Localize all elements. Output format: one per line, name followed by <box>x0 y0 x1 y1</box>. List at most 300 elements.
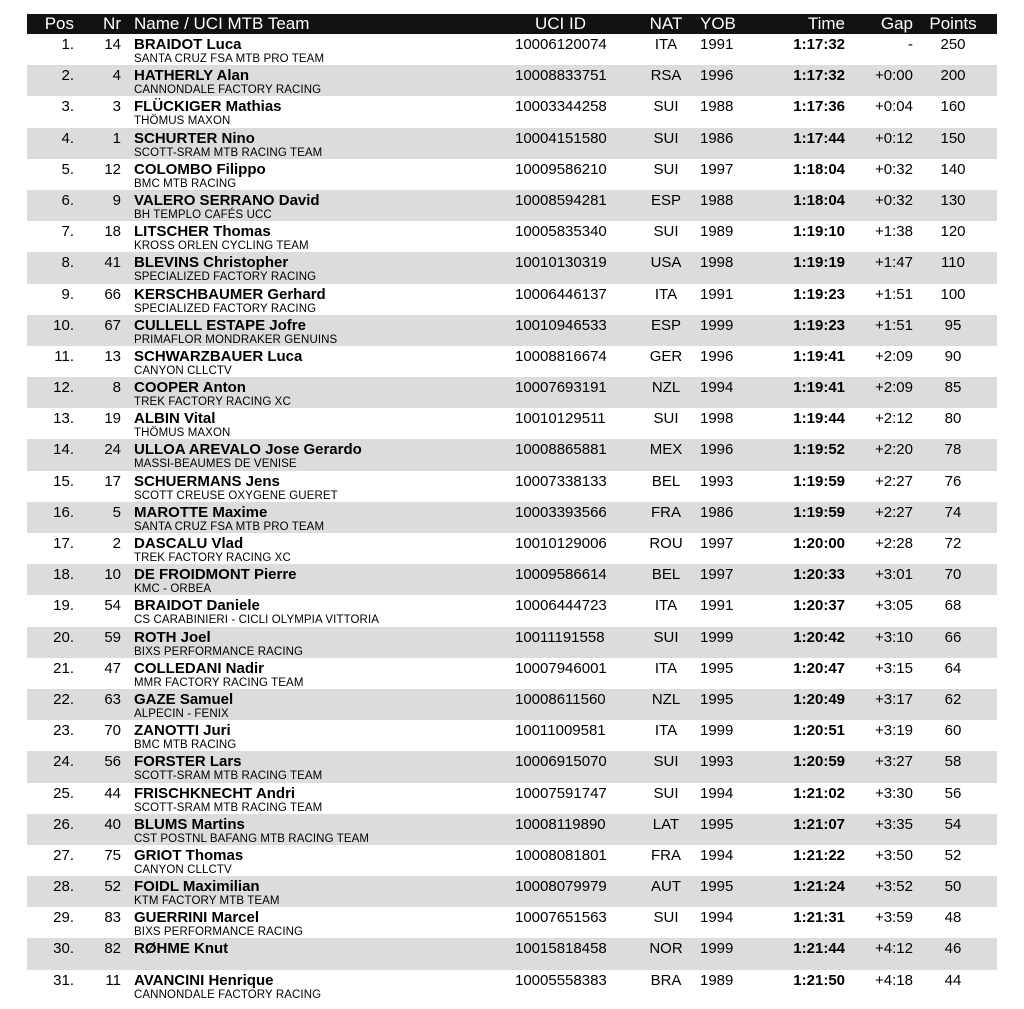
rider-year-of-birth: 1986 <box>700 503 734 521</box>
rider-team: CANYON CLLCTV <box>134 863 232 876</box>
rider-year-of-birth: 1996 <box>700 441 734 459</box>
rider-year-of-birth: 1995 <box>700 815 734 833</box>
rider-name: SCHUERMANS Jens <box>134 472 280 490</box>
rider-uci-id: 10008833751 <box>515 67 607 85</box>
rider-uci-id: 10015818458 <box>515 940 607 958</box>
rider-position: 19. <box>53 597 74 615</box>
rider-points: 72 <box>944 535 962 552</box>
rider-nationality: ESP <box>650 316 681 334</box>
rider-name: FLÜCKIGER Mathias <box>134 98 282 116</box>
rider-year-of-birth: 1997 <box>700 566 734 584</box>
rider-time: 1:20:33 <box>793 566 845 584</box>
rider-nationality: NOR <box>649 940 683 958</box>
rider-gap: +3:01 <box>875 566 913 584</box>
rider-team: SPECIALIZED FACTORY RACING <box>134 302 317 315</box>
rider-name: SCHURTER Nino <box>134 129 255 147</box>
rider-year-of-birth: 1989 <box>700 223 734 241</box>
header-gap: Gap <box>880 14 913 33</box>
table-header <box>27 14 997 34</box>
rider-points: 60 <box>944 722 962 740</box>
rider-number: 41 <box>104 254 121 272</box>
rider-time: 1:21:50 <box>793 971 845 989</box>
header-yob: YOB <box>700 14 736 33</box>
rider-gap: +3:17 <box>875 690 913 708</box>
rider-number: 75 <box>104 846 121 864</box>
rider-year-of-birth: 1999 <box>700 940 734 958</box>
rider-points: 70 <box>944 566 962 584</box>
rider-position: 23. <box>53 722 74 740</box>
rider-team: CST POSTNL BAFANG MTB RACING TEAM <box>134 832 370 845</box>
rider-year-of-birth: 1993 <box>700 472 734 490</box>
rider-number: 4 <box>112 67 121 85</box>
rider-time: 1:19:44 <box>793 410 845 428</box>
rider-year-of-birth: 1998 <box>700 410 734 428</box>
table-row <box>27 658 997 689</box>
rider-year-of-birth: 1997 <box>700 160 734 178</box>
rider-gap: +2:20 <box>875 441 913 459</box>
rider-gap: +0:04 <box>875 98 913 116</box>
rider-position: 4. <box>61 129 74 147</box>
rider-team: THÖMUS MAXON <box>134 115 231 128</box>
rider-nationality: ROU <box>649 535 683 552</box>
rider-position: 30. <box>53 940 74 958</box>
rider-nationality: SUI <box>653 410 679 428</box>
rider-number: 40 <box>104 815 121 833</box>
rider-uci-id: 10009586614 <box>515 566 607 584</box>
rider-time: 1:19:41 <box>793 379 845 397</box>
rider-team: SANTA CRUZ FSA MTB PRO TEAM <box>134 520 325 533</box>
rider-gap: +3:30 <box>875 784 913 802</box>
rider-time: 1:20:37 <box>793 597 845 615</box>
rider-number: 82 <box>104 940 121 958</box>
rider-points: 46 <box>944 940 962 958</box>
rider-nationality: SUI <box>653 129 679 147</box>
rider-position: 22. <box>53 690 74 708</box>
rider-time: 1:20:49 <box>793 690 845 708</box>
rider-uci-id: 10003393566 <box>515 503 607 521</box>
table-row <box>27 408 997 439</box>
rider-number: 19 <box>104 410 121 428</box>
header-points: Points <box>929 14 977 33</box>
rider-points: 52 <box>944 846 962 864</box>
rider-points: 58 <box>944 753 962 771</box>
rider-number: 14 <box>104 36 121 53</box>
rider-points: 95 <box>944 316 962 334</box>
rider-uci-id: 10008865881 <box>515 441 607 459</box>
rider-position: 13. <box>53 410 74 428</box>
rider-points: 66 <box>944 628 962 646</box>
rider-name: LITSCHER Thomas <box>134 223 271 241</box>
table-row <box>27 439 997 470</box>
rider-position: 6. <box>61 191 74 209</box>
rider-name: GRIOT Thomas <box>134 846 244 864</box>
rider-name: FRISCHKNECHT Andri <box>134 784 296 802</box>
rider-gap: +3:19 <box>875 722 913 740</box>
rider-name: COOPER Anton <box>134 379 246 397</box>
rider-nationality: ITA <box>654 659 678 677</box>
rider-number: 59 <box>104 628 121 646</box>
table-row <box>27 315 997 346</box>
table-row <box>27 564 997 595</box>
rider-time: 1:17:44 <box>793 129 845 147</box>
rider-time: 1:21:24 <box>793 878 845 896</box>
rider-name: SCHWARZBAUER Luca <box>134 347 303 365</box>
rider-time: 1:20:51 <box>793 722 845 740</box>
rider-nationality: LAT <box>652 815 680 833</box>
rider-position: 31. <box>53 971 74 989</box>
rider-gap: +3:15 <box>875 659 913 677</box>
rider-team: BH TEMPLO CAFÉS UCC <box>134 208 272 221</box>
rider-uci-id: 10009586210 <box>515 160 607 178</box>
rider-uci-id: 10007591747 <box>515 784 607 802</box>
rider-name: BRAIDOT Luca <box>134 36 242 53</box>
rider-time: 1:19:59 <box>793 472 845 490</box>
rider-gap: +3:05 <box>875 597 913 615</box>
rider-name: ZANOTTI Juri <box>134 722 231 740</box>
rider-uci-id: 10003344258 <box>515 98 607 116</box>
rider-gap: +3:10 <box>875 628 913 646</box>
rider-number: 5 <box>112 503 121 521</box>
rider-points: 200 <box>940 67 966 85</box>
rider-nationality: SUI <box>653 160 679 178</box>
rider-number: 10 <box>104 566 121 584</box>
rider-year-of-birth: 1991 <box>700 36 734 53</box>
rider-team: SPECIALIZED FACTORY RACING <box>134 271 317 284</box>
rider-uci-id: 10004151580 <box>515 129 607 147</box>
rider-uci-id: 10010129511 <box>515 410 606 428</box>
table-row <box>27 159 997 190</box>
rider-points: 62 <box>944 690 962 708</box>
rider-number: 12 <box>104 160 121 178</box>
rider-gap: +1:47 <box>875 254 913 272</box>
rider-uci-id: 10006120074 <box>515 36 607 53</box>
rider-name: CULLELL ESTAPE Jofre <box>134 316 306 334</box>
rider-gap: +1:38 <box>875 223 913 241</box>
rider-name: BLEVINS Christopher <box>134 254 289 272</box>
rider-gap: +0:00 <box>875 67 913 85</box>
rider-nationality: SUI <box>653 223 679 241</box>
rider-team: MMR FACTORY RACING TEAM <box>134 676 304 689</box>
rider-uci-id: 10005835340 <box>515 223 607 241</box>
rider-points: 160 <box>940 98 966 116</box>
rider-name: HATHERLY Alan <box>134 67 250 85</box>
rider-nationality: SUI <box>653 98 679 116</box>
header-time: Time <box>807 14 845 33</box>
rider-points: 85 <box>944 379 962 397</box>
rider-position: 27. <box>53 846 74 864</box>
rider-points: 68 <box>944 597 962 615</box>
rider-gap: +3:59 <box>875 909 913 927</box>
table-row <box>27 346 997 377</box>
rider-team: KTM FACTORY MTB TEAM <box>134 895 280 908</box>
table-row <box>27 845 997 876</box>
table-row <box>27 783 997 814</box>
rider-team: TREK FACTORY RACING XC <box>134 396 291 409</box>
rider-team: KROSS ORLEN CYCLING TEAM <box>134 240 309 253</box>
rider-uci-id: 10005558383 <box>515 971 607 989</box>
rider-year-of-birth: 1995 <box>700 659 734 677</box>
rider-number: 63 <box>104 690 121 708</box>
rider-team: SANTA CRUZ FSA MTB PRO TEAM <box>134 53 325 65</box>
rider-uci-id: 10008119890 <box>515 815 606 833</box>
table-row <box>27 377 997 408</box>
rider-nationality: RSA <box>650 67 682 85</box>
rider-year-of-birth: 1995 <box>700 690 734 708</box>
rider-time: 1:20:59 <box>793 753 845 771</box>
rider-nationality: AUT <box>651 878 681 896</box>
rider-name: AVANCINI Henrique <box>134 971 274 989</box>
rider-uci-id: 10008079979 <box>515 878 607 896</box>
rider-name: BRAIDOT Daniele <box>134 597 260 615</box>
rider-year-of-birth: 1994 <box>700 379 734 397</box>
rider-name: DASCALU Vlad <box>134 535 244 552</box>
rider-number: 52 <box>104 878 121 896</box>
table-row <box>27 190 997 221</box>
rider-points: 150 <box>940 129 966 147</box>
rider-uci-id: 10006915070 <box>515 753 607 771</box>
rider-gap: +3:50 <box>875 846 913 864</box>
rider-time: 1:18:04 <box>793 191 845 209</box>
rider-position: 11. <box>54 347 74 365</box>
rider-number: 56 <box>104 753 121 771</box>
rider-year-of-birth: 1993 <box>700 753 734 771</box>
rider-team: TREK FACTORY RACING XC <box>134 552 291 564</box>
rider-number: 24 <box>104 441 121 459</box>
rider-nationality: ITA <box>654 36 678 53</box>
rider-points: 54 <box>944 815 962 833</box>
rider-nationality: SUI <box>653 784 679 802</box>
rider-nationality: SUI <box>653 628 679 646</box>
rider-position: 18. <box>53 566 74 584</box>
rider-year-of-birth: 1996 <box>700 347 734 365</box>
rider-position: 3. <box>61 98 74 116</box>
rider-number: 1 <box>112 129 121 147</box>
rider-position: 5. <box>61 160 74 178</box>
rider-gap: +2:09 <box>875 379 913 397</box>
rider-position: 9. <box>61 285 74 303</box>
rider-name: MAROTTE Maxime <box>134 503 268 521</box>
rider-team: MASSI-BEAUMES DE VENISE <box>134 458 297 471</box>
header-nr: Nr <box>103 14 121 33</box>
rider-team: CANNONDALE FACTORY RACING <box>134 988 322 1001</box>
rider-time: 1:21:44 <box>793 940 845 958</box>
rider-time: 1:20:47 <box>793 659 845 677</box>
rider-nationality: ITA <box>654 597 678 615</box>
rider-uci-id: 10010130319 <box>515 254 607 272</box>
rider-year-of-birth: 1995 <box>700 878 734 896</box>
table-row <box>27 876 997 907</box>
rider-gap: +3:35 <box>875 815 913 833</box>
rider-number: 66 <box>104 285 121 303</box>
rider-time: 1:17:32 <box>793 36 845 53</box>
rider-time: 1:21:07 <box>793 815 845 833</box>
rider-time: 1:19:52 <box>793 441 845 459</box>
rider-position: 25. <box>53 784 74 802</box>
rider-nationality: SUI <box>653 753 679 771</box>
rider-year-of-birth: 1994 <box>700 784 734 802</box>
rider-name: ROTH Joel <box>134 628 211 646</box>
rider-uci-id: 10008611560 <box>515 690 606 708</box>
rider-points: 78 <box>944 441 962 459</box>
rider-nationality: NZL <box>651 690 681 708</box>
rider-team: SCOTT CREUSE OXYGENE GUERET <box>134 489 338 502</box>
rider-year-of-birth: 1994 <box>700 909 734 927</box>
rider-uci-id: 10008594281 <box>515 191 607 209</box>
rider-points: 110 <box>941 254 965 272</box>
rider-position: 29. <box>53 909 74 927</box>
rider-number: 9 <box>112 191 121 209</box>
rider-time: 1:19:59 <box>793 503 845 521</box>
table-row <box>27 96 997 127</box>
table-row <box>27 252 997 283</box>
rider-number: 83 <box>104 909 121 927</box>
rider-time: 1:20:00 <box>793 535 845 552</box>
table-row <box>27 907 997 938</box>
rider-name: VALERO SERRANO David <box>134 191 320 209</box>
table-row <box>27 689 997 720</box>
table-row <box>27 814 997 845</box>
rider-team: CS CARABINIERI - CICLI OLYMPIA VITTORIA <box>134 614 380 627</box>
rider-year-of-birth: 1988 <box>700 191 734 209</box>
rider-number: 54 <box>104 597 121 615</box>
rider-nationality: ITA <box>654 722 678 740</box>
rider-position: 21. <box>53 659 74 677</box>
rider-year-of-birth: 1986 <box>700 129 734 147</box>
rider-position: 15. <box>53 472 74 490</box>
rider-uci-id: 10007338133 <box>515 472 607 490</box>
rider-year-of-birth: 1989 <box>700 971 734 989</box>
rider-team: BMC MTB RACING <box>134 177 237 190</box>
header-pos: Pos <box>44 14 74 33</box>
rider-points: 74 <box>944 503 962 521</box>
rider-nationality: FRA <box>651 503 681 521</box>
rider-year-of-birth: 1991 <box>700 285 734 303</box>
rider-number: 11 <box>105 971 121 989</box>
rider-name: COLOMBO Filippo <box>134 160 266 178</box>
rider-position: 12. <box>53 379 74 397</box>
rider-uci-id: 10006446137 <box>515 285 607 303</box>
rider-team: CANYON CLLCTV <box>134 364 232 377</box>
table-row <box>27 471 997 502</box>
rider-position: 24. <box>53 753 74 771</box>
header-nat: NAT <box>649 14 683 33</box>
rider-points: 100 <box>940 285 966 303</box>
table-row <box>27 502 997 533</box>
rider-position: 28. <box>53 878 74 896</box>
rider-name: BLUMS Martins <box>134 815 245 833</box>
rider-nationality: SUI <box>653 909 679 927</box>
rider-time: 1:17:32 <box>793 67 845 85</box>
table-row <box>27 627 997 658</box>
table-row <box>27 751 997 782</box>
rider-time: 1:20:42 <box>793 628 845 646</box>
rider-team: KMC - ORBEA <box>134 583 212 596</box>
rider-gap: +2:28 <box>875 535 913 552</box>
header-name: Name / UCI MTB Team <box>134 14 310 33</box>
rider-points: 44 <box>944 971 962 989</box>
rider-points: 64 <box>944 659 962 677</box>
rider-uci-id: 10010129006 <box>515 535 607 552</box>
rider-time: 1:19:23 <box>793 285 845 303</box>
rider-position: 2. <box>61 67 74 85</box>
rider-gap: +2:27 <box>875 472 913 490</box>
rider-team: ALPECIN - FENIX <box>134 707 229 720</box>
rider-position: 20. <box>53 628 74 646</box>
rider-gap: +0:32 <box>875 160 913 178</box>
header-uci-id: UCI ID <box>535 14 586 33</box>
rider-position: 16. <box>53 503 74 521</box>
rider-gap: +3:52 <box>875 878 913 896</box>
rider-year-of-birth: 1988 <box>700 98 734 116</box>
rider-position: 7. <box>61 223 74 241</box>
table-row <box>27 284 997 315</box>
rider-name: DE FROIDMONT Pierre <box>134 566 297 584</box>
rider-points: 130 <box>940 191 966 209</box>
rider-year-of-birth: 1994 <box>700 846 734 864</box>
table-body <box>27 34 997 1004</box>
rider-name: FORSTER Lars <box>134 753 242 771</box>
rider-number: 47 <box>104 659 121 677</box>
rider-nationality: GER <box>649 347 683 365</box>
rider-position: 26. <box>53 815 74 833</box>
rider-gap: +4:12 <box>875 940 913 958</box>
rider-points: 90 <box>944 347 962 365</box>
rider-time: 1:21:31 <box>793 909 845 927</box>
rider-team: SCOTT-SRAM MTB RACING TEAM <box>134 801 323 814</box>
rider-time: 1:19:41 <box>793 347 845 365</box>
rider-points: 76 <box>944 472 962 490</box>
rider-number: 2 <box>112 535 121 552</box>
rider-points: 56 <box>944 784 962 802</box>
rider-nationality: USA <box>650 254 682 272</box>
table-row <box>27 595 997 626</box>
rider-uci-id: 10006444723 <box>515 597 607 615</box>
table-row <box>27 34 997 65</box>
rider-name: GUERRINI Marcel <box>134 909 260 927</box>
rider-time: 1:18:04 <box>793 160 845 178</box>
rider-position: 1. <box>61 36 74 53</box>
rider-nationality: BEL <box>651 566 681 584</box>
rider-gap: +4:18 <box>875 971 913 989</box>
table-row <box>27 65 997 96</box>
rider-uci-id: 10008816674 <box>515 347 607 365</box>
rider-name: GAZE Samuel <box>134 690 234 708</box>
rider-gap: +1:51 <box>875 316 913 334</box>
rider-time: 1:17:36 <box>793 98 845 116</box>
rider-nationality: ESP <box>650 191 681 209</box>
rider-team: BMC MTB RACING <box>134 739 237 752</box>
rider-gap: +0:12 <box>875 129 913 147</box>
rider-uci-id: 10007693191 <box>515 379 607 397</box>
rider-number: 44 <box>104 784 121 802</box>
table-row <box>27 720 997 751</box>
rider-team: PRIMAFLOR MONDRAKER GENUINS <box>134 333 338 346</box>
table-row <box>27 533 997 564</box>
rider-gap: - <box>908 36 913 53</box>
rider-gap: +2:09 <box>875 347 913 365</box>
rider-time: 1:21:02 <box>793 784 845 802</box>
rider-uci-id: 10010946533 <box>515 316 607 334</box>
results-table <box>27 14 997 1004</box>
rider-number: 18 <box>104 223 121 241</box>
rider-name: COLLEDANI Nadir <box>134 659 265 677</box>
rider-number: 17 <box>104 472 121 490</box>
rider-year-of-birth: 1999 <box>700 722 734 740</box>
rider-points: 250 <box>940 36 966 53</box>
rider-nationality: FRA <box>651 846 681 864</box>
rider-points: 120 <box>940 223 966 241</box>
rider-time: 1:19:10 <box>793 223 845 241</box>
